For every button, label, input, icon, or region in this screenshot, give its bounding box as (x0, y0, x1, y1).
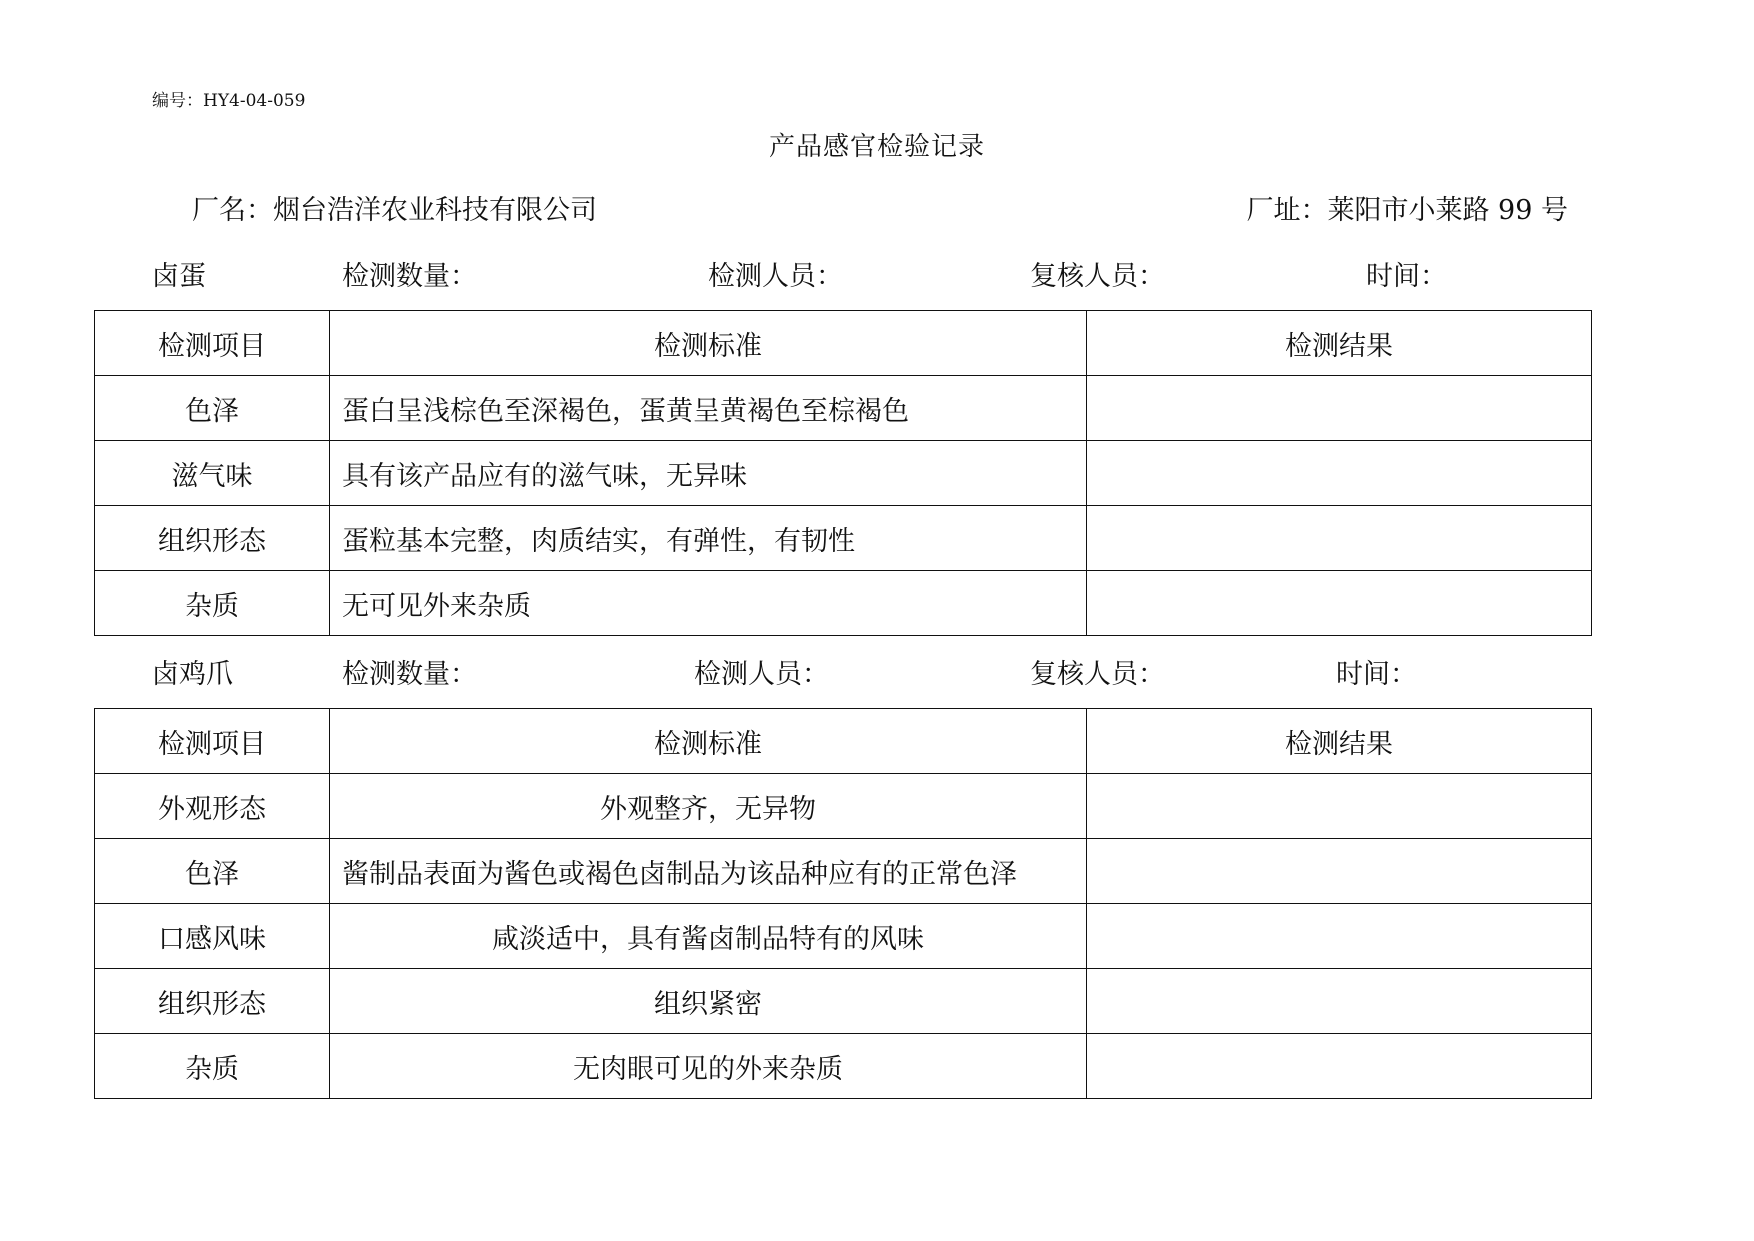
table-row (95, 571, 1592, 636)
standard-cell: 蛋白呈浅棕色至深褐色，蛋黄呈黄褐色至棕褐色 (330, 376, 1087, 441)
section1-inspection-table (94, 310, 1592, 636)
section1-time-label[interactable]: 时间： (1366, 261, 1447, 292)
table-row (95, 376, 1592, 441)
table-header-row (95, 311, 1592, 376)
section2-reviewer-label[interactable]: 复核人员： (1030, 659, 1165, 690)
result-cell[interactable] (1087, 904, 1592, 969)
standard-cell: 酱制品表面为酱色或褐色卤制品为该品种应有的正常色泽 (330, 839, 1087, 904)
document-number: 编号：HY4-04-059 (152, 91, 306, 111)
header-standard: 检测标准 (330, 709, 1087, 774)
section2-time-label[interactable]: 时间： (1336, 659, 1417, 690)
table-row (95, 506, 1592, 571)
section2-info-line (0, 658, 1754, 692)
section2-product-name: 卤鸡爪 (152, 659, 233, 690)
item-cell: 组织形态 (95, 506, 330, 571)
page-title: 产品感官检验记录 (768, 132, 985, 162)
result-cell[interactable] (1087, 376, 1592, 441)
standard-cell: 咸淡适中，具有酱卤制品特有的风味 (330, 904, 1087, 969)
table-row (95, 839, 1592, 904)
table-row (95, 1034, 1592, 1099)
result-cell[interactable] (1087, 441, 1592, 506)
section1-reviewer-label[interactable]: 复核人员： (1030, 261, 1165, 292)
item-cell: 滋气味 (95, 441, 330, 506)
header-result: 检测结果 (1087, 311, 1592, 376)
table-header-row (95, 709, 1592, 774)
section2-quantity-label[interactable]: 检测数量： (342, 659, 477, 690)
section2-inspection-table (94, 708, 1592, 1099)
factory-address: 厂址：莱阳市小莱路 99 号 (1246, 195, 1568, 226)
result-cell[interactable] (1087, 1034, 1592, 1099)
item-cell: 杂质 (95, 571, 330, 636)
header-result: 检测结果 (1087, 709, 1592, 774)
item-cell: 色泽 (95, 839, 330, 904)
item-cell: 外观形态 (95, 774, 330, 839)
standard-cell: 具有该产品应有的滋气味，无异味 (330, 441, 1087, 506)
table-row (95, 774, 1592, 839)
header-item: 检测项目 (95, 709, 330, 774)
standard-cell: 蛋粒基本完整，肉质结实，有弹性，有韧性 (330, 506, 1087, 571)
table-row (95, 969, 1592, 1034)
item-cell: 色泽 (95, 376, 330, 441)
result-cell[interactable] (1087, 774, 1592, 839)
header-item: 检测项目 (95, 311, 330, 376)
section1-inspector-label[interactable]: 检测人员： (708, 261, 843, 292)
section1-quantity-label[interactable]: 检测数量： (342, 261, 477, 292)
standard-cell: 无肉眼可见的外来杂质 (330, 1034, 1087, 1099)
item-cell: 组织形态 (95, 969, 330, 1034)
table-row (95, 904, 1592, 969)
item-cell: 杂质 (95, 1034, 330, 1099)
result-cell[interactable] (1087, 839, 1592, 904)
factory-name: 厂名：烟台浩洋农业科技有限公司 (192, 195, 597, 226)
standard-cell: 组织紧密 (330, 969, 1087, 1034)
table-row (95, 441, 1592, 506)
header-standard: 检测标准 (330, 311, 1087, 376)
result-cell[interactable] (1087, 969, 1592, 1034)
result-cell[interactable] (1087, 506, 1592, 571)
section2-inspector-label[interactable]: 检测人员： (694, 659, 829, 690)
standard-cell: 无可见外来杂质 (330, 571, 1087, 636)
result-cell[interactable] (1087, 571, 1592, 636)
standard-cell: 外观整齐，无异物 (330, 774, 1087, 839)
section1-info-line (0, 260, 1754, 294)
section1-product-name: 卤蛋 (152, 261, 206, 292)
item-cell: 口感风味 (95, 904, 330, 969)
